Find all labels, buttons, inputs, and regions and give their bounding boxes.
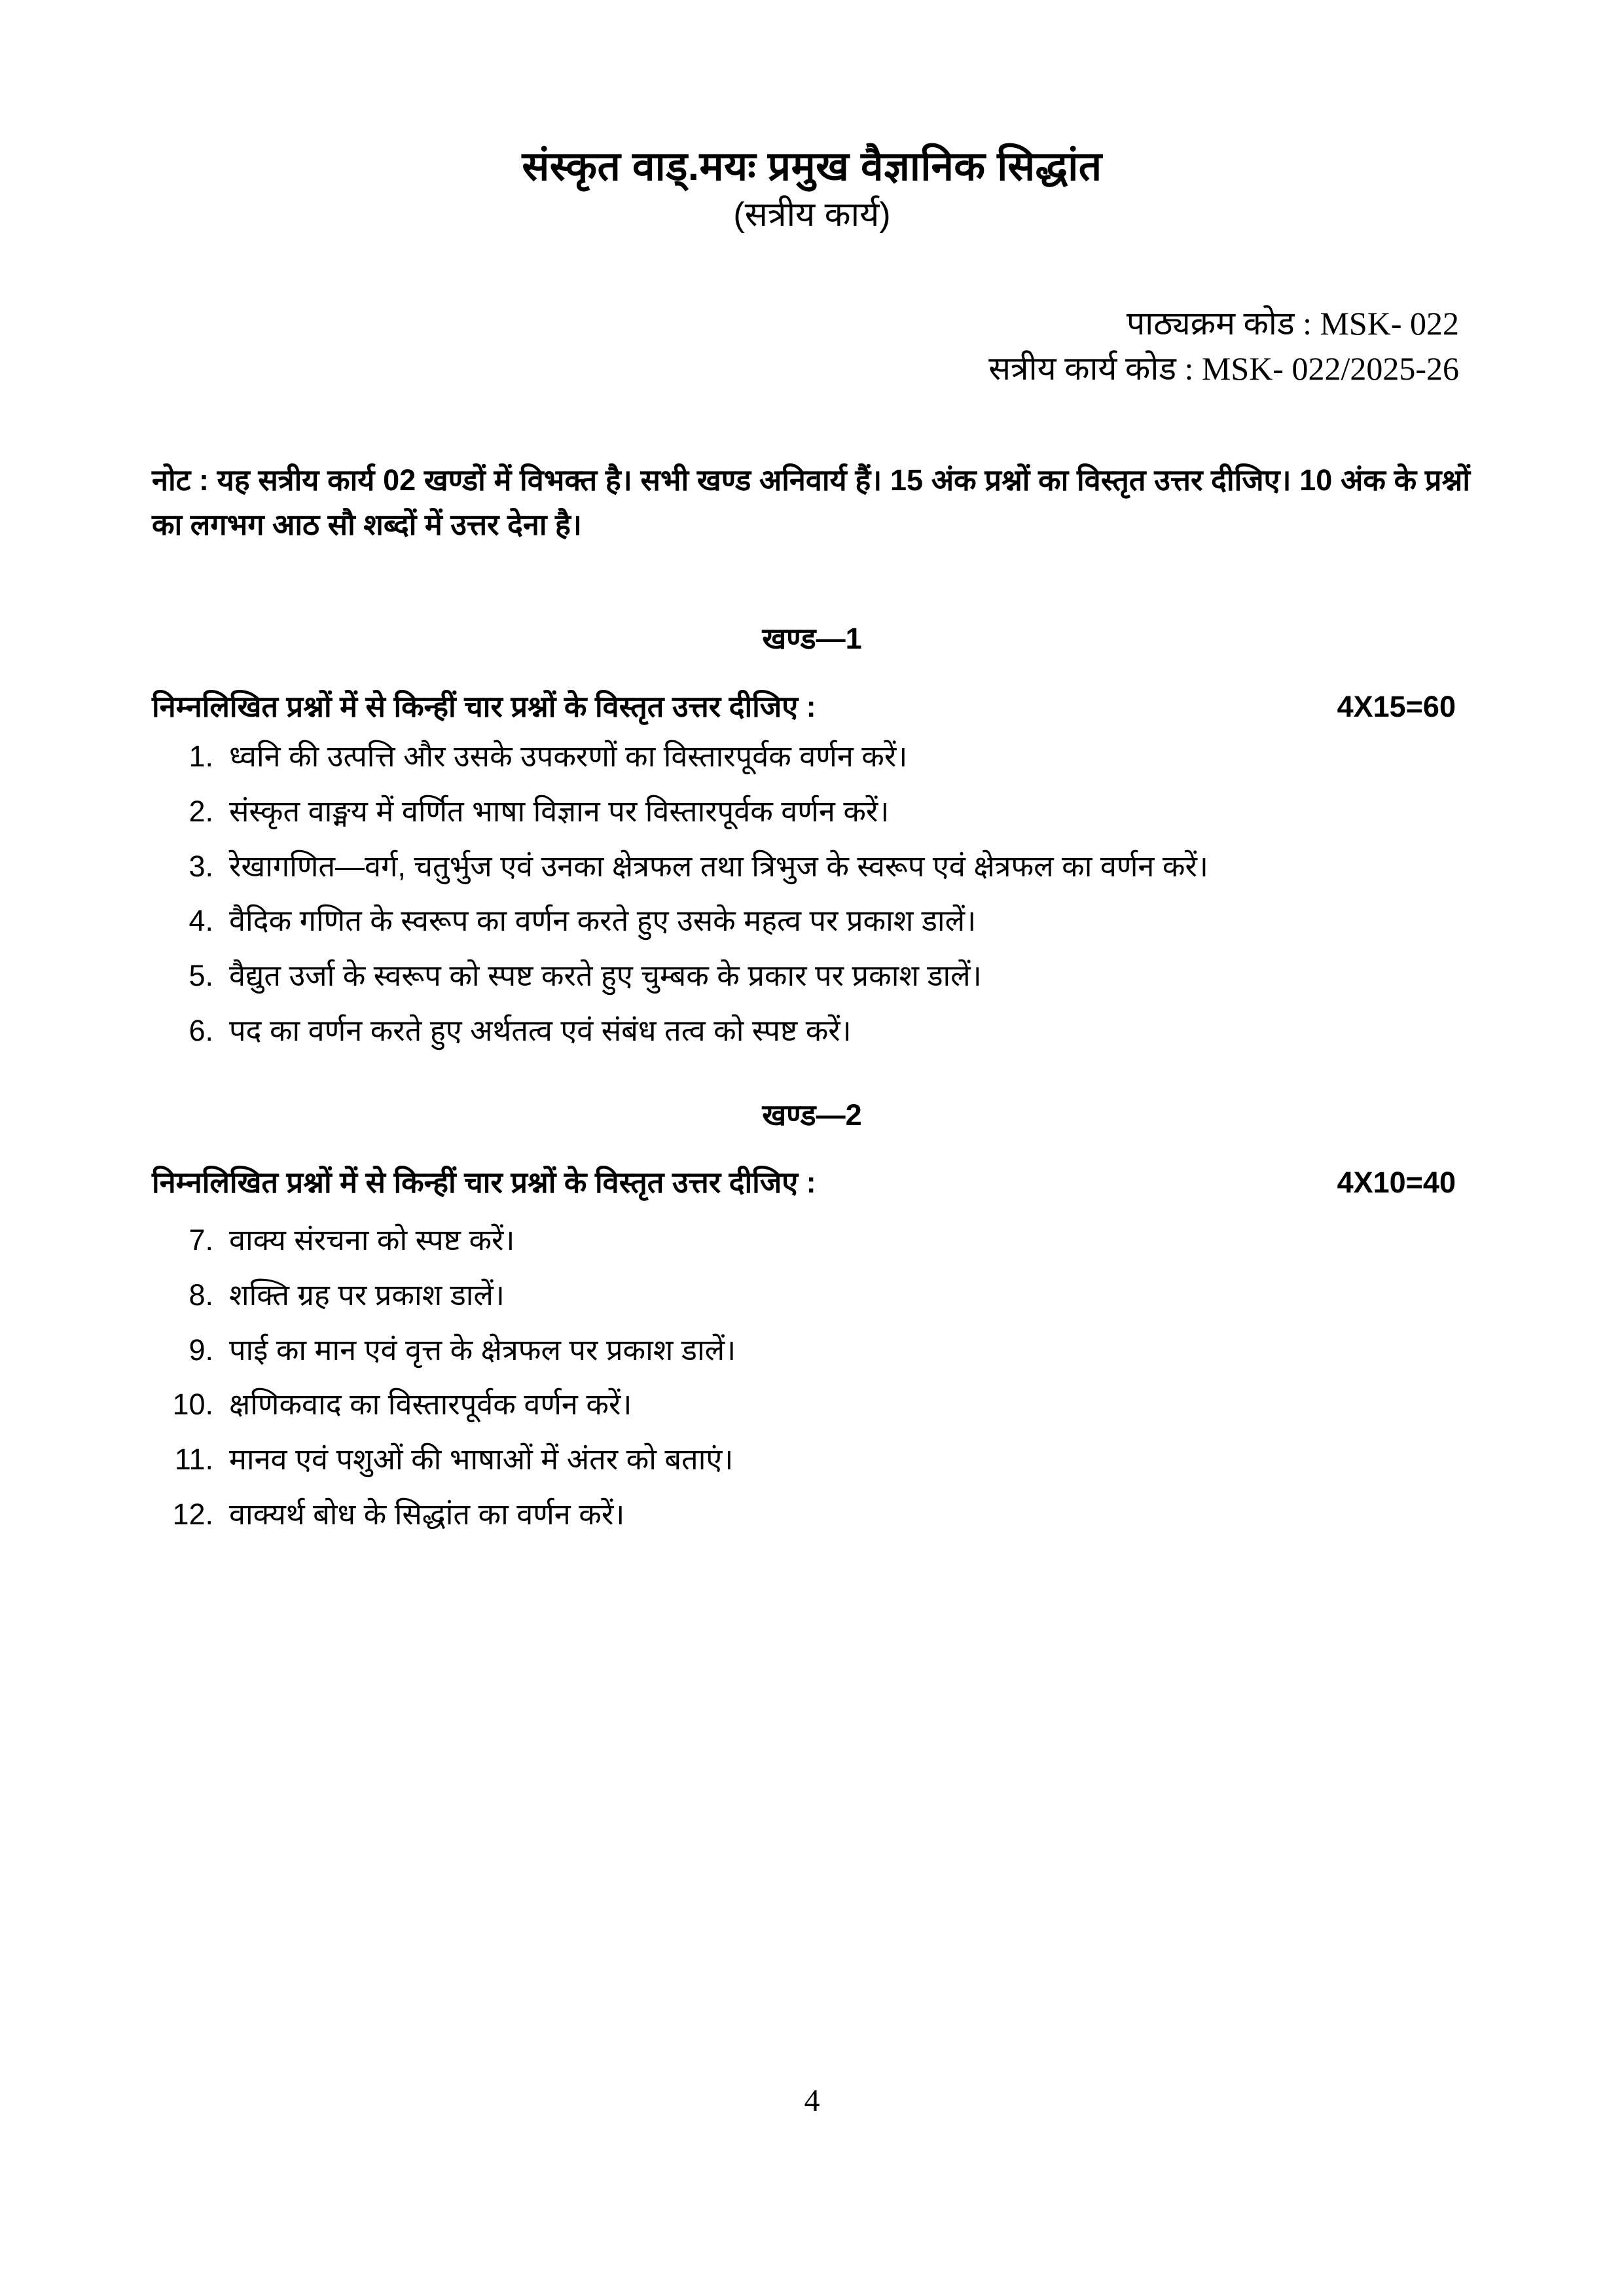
question-number: 12. <box>172 1497 213 1531</box>
list-item <box>152 1384 1470 1426</box>
question-text: पाई का मान एवं वृत्त के क्षेत्रफल पर प्रकाश डालें। <box>229 1333 736 1367</box>
page-title: संस्कृत वाड्.मयः प्रमुख वैज्ञानिक सिद्धांत <box>522 144 1102 189</box>
list-item <box>152 1219 1470 1262</box>
course-code-line: पाठ्यक्रम कोड : MSK- 022 <box>1126 305 1459 342</box>
section-2-question-list <box>152 1219 1470 1549</box>
question-text: पद का वर्णन करते हुए अर्थतत्व एवं संबंध तत्व को स्पष्ट करें। <box>229 1013 852 1047</box>
question-text: वैदिक गणित के स्वरूप का वर्णन करते हुए उसके महत्व पर प्रकाश डालें। <box>229 904 977 938</box>
list-item <box>152 1010 1470 1052</box>
list-item <box>152 1274 1470 1317</box>
section-1-instruction-text: निम्नलिखित प्रश्नों में से किन्हीं चार प्रश्नों के विस्तृत उत्तर दीजिए : <box>152 690 816 723</box>
question-number: 8. <box>189 1278 213 1312</box>
list-item <box>152 846 1470 888</box>
list-item <box>152 1439 1470 1481</box>
question-number: 1. <box>189 740 213 773</box>
section-1-instruction-row <box>152 686 1470 726</box>
list-item <box>152 1494 1470 1536</box>
list-item <box>152 736 1470 778</box>
question-number: 4. <box>189 904 213 938</box>
question-text: वैद्युत उर्जा के स्वरूप को स्पष्ट करते हुए चुम्बक के प्रकार पर प्रकाश डालें। <box>229 959 982 993</box>
question-number: 10. <box>172 1388 213 1422</box>
list-item <box>152 955 1470 997</box>
question-text: वाक्य संरचना को स्पष्ट करें। <box>229 1223 515 1257</box>
question-number: 6. <box>189 1013 213 1047</box>
question-number: 11. <box>174 1443 213 1477</box>
question-text: वाक्यर्थ बोध के सिद्धांत का वर्णन करें। <box>229 1497 625 1531</box>
question-number: 5. <box>189 959 213 993</box>
question-text: रेखागणित—वर्ग, चतुर्भुज एवं उनका क्षेत्रफल तथा त्रिभुज के स्वरूप एवं क्षेत्रफल का वर्णन करें। <box>229 849 1208 883</box>
question-number: 9. <box>189 1333 213 1367</box>
section-1-marks: 4X15=60 <box>1337 690 1456 723</box>
title-block <box>0 143 1624 236</box>
list-item <box>152 791 1470 833</box>
section-2-instruction-row <box>152 1162 1470 1202</box>
section-2-heading: खण्ड—2 <box>762 1098 862 1132</box>
page-number: 4 <box>804 2083 820 2118</box>
section-1-heading: खण्ड—1 <box>762 622 862 655</box>
question-text: शक्ति ग्रह पर प्रकाश डालें। <box>229 1278 505 1312</box>
question-text: क्षणिकवाद का विस्तारपूर्वक वर्णन करें। <box>229 1388 632 1422</box>
section-2-instruction-text: निम्नलिखित प्रश्नों में से किन्हीं चार प्रश्नों के विस्तृत उत्तर दीजिए : <box>152 1166 816 1199</box>
question-text: संस्कृत वाङ्मय में वर्णित भाषा विज्ञान पर विस्तारपूर्वक वर्णन करें। <box>229 794 890 828</box>
question-number: 3. <box>189 849 213 883</box>
page-subtitle: (सत्रीय कार्य) <box>733 196 891 234</box>
list-item <box>152 900 1470 942</box>
question-text: ध्वनि की उत्पत्ति और उसके उपकरणों का विस्तारपूर्वक वर्णन करें। <box>229 740 908 773</box>
question-text: मानव एवं पशुओं की भाषाओं में अंतर को बताएं। <box>229 1443 734 1477</box>
section-1-question-list <box>152 736 1470 1065</box>
course-code-block <box>0 301 1624 391</box>
section-2-marks: 4X10=40 <box>1337 1166 1456 1199</box>
assignment-code-line: सत्रीय कार्य कोड : MSK- 022/2025-26 <box>988 350 1459 387</box>
question-number: 2. <box>189 794 213 828</box>
question-number: 7. <box>189 1223 213 1257</box>
list-item <box>152 1329 1470 1372</box>
note-paragraph: नोट : यह सत्रीय कार्य 02 खण्डों में विभक्त है। सभी खण्ड अनिवार्य हैं। 15 अंक प्रश्नों का विस्तृत उत्तर दीजिए। 10 अंक के प्रश्नों का लगभग आठ सौ शब्दों में उत्तर देना है। <box>152 463 1470 542</box>
